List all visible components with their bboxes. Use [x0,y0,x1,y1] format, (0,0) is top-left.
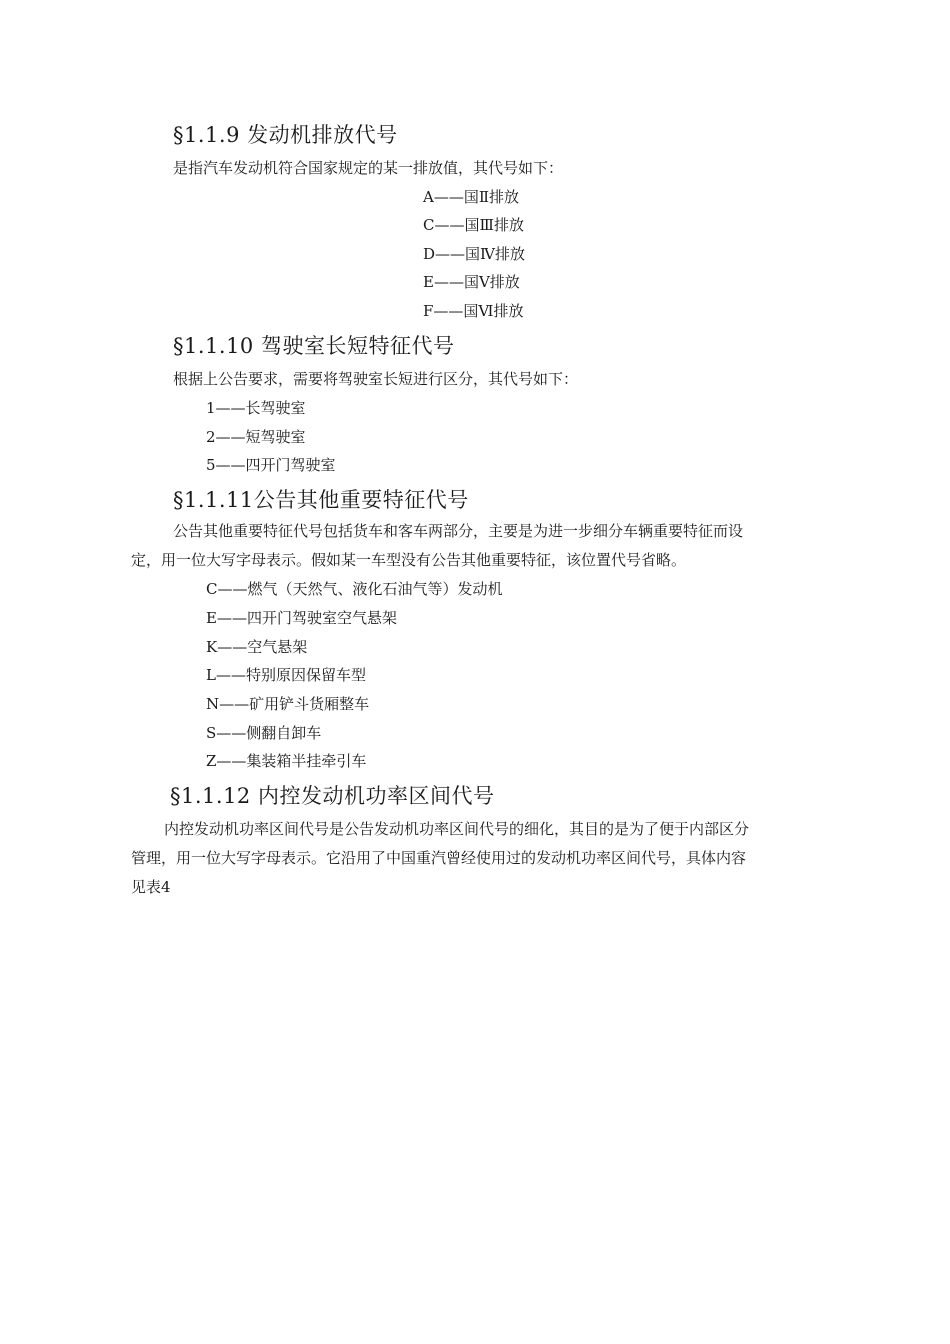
list-item: 1——长驾驶室 [206,399,306,417]
paragraph-line: 公告其他重要特征代号包括货车和客车两部分，主要是为进一步细分车辆重要特征而设 [173,522,744,540]
section-heading-1-1-11: §1.1.11公告其他重要特征代号 [173,488,469,512]
list-item: C——国Ⅲ排放 [423,216,524,234]
list-item: A——国Ⅱ排放 [423,188,520,206]
list-item: L——特别原因保留车型 [206,666,366,684]
paragraph-line: 见表4 [131,878,171,896]
list-item: N——矿用铲斗货厢整车 [206,695,370,713]
list-item: E——国Ⅴ排放 [423,273,520,291]
paragraph-line: 定，用一位大写字母表示。假如某一车型没有公告其他重要特征，该位置代号省略。 [131,551,687,569]
list-item: 5——四开门驾驶室 [206,456,336,474]
section-heading-1-1-10: §1.1.10 驾驶室长短特征代号 [173,334,455,358]
list-item: D——国Ⅳ排放 [423,245,526,263]
list-item: K——空气悬架 [206,638,308,656]
section-heading-1-1-9: §1.1.9 发动机排放代号 [173,123,398,147]
section-heading-1-1-12: §1.1.12 内控发动机功率区间代号 [170,784,495,808]
section-intro: 是指汽车发动机符合国家规定的某一排放值，其代号如下： [173,159,564,177]
paragraph-line: 内控发动机功率区间代号是公告发动机功率区间代号的细化，其目的是为了便于内部区分 [164,820,750,838]
section-intro: 根据上公告要求，需要将驾驶室长短进行区分，其代号如下： [173,370,579,388]
list-item: E——四开门驾驶室空气悬架 [206,609,397,627]
list-item: F——国Ⅵ排放 [423,302,524,320]
list-item: C——燃气（天然气、液化石油气等）发动机 [206,580,503,598]
list-item: S——侧翻自卸车 [206,724,322,742]
paragraph-line: 管理，用一位大写字母表示。它沿用了中国重汽曾经使用过的发动机功率区间代号，具体内容 [131,849,747,867]
list-item: 2——短驾驶室 [206,428,306,446]
list-item: Z——集装箱半挂牵引车 [206,752,367,770]
